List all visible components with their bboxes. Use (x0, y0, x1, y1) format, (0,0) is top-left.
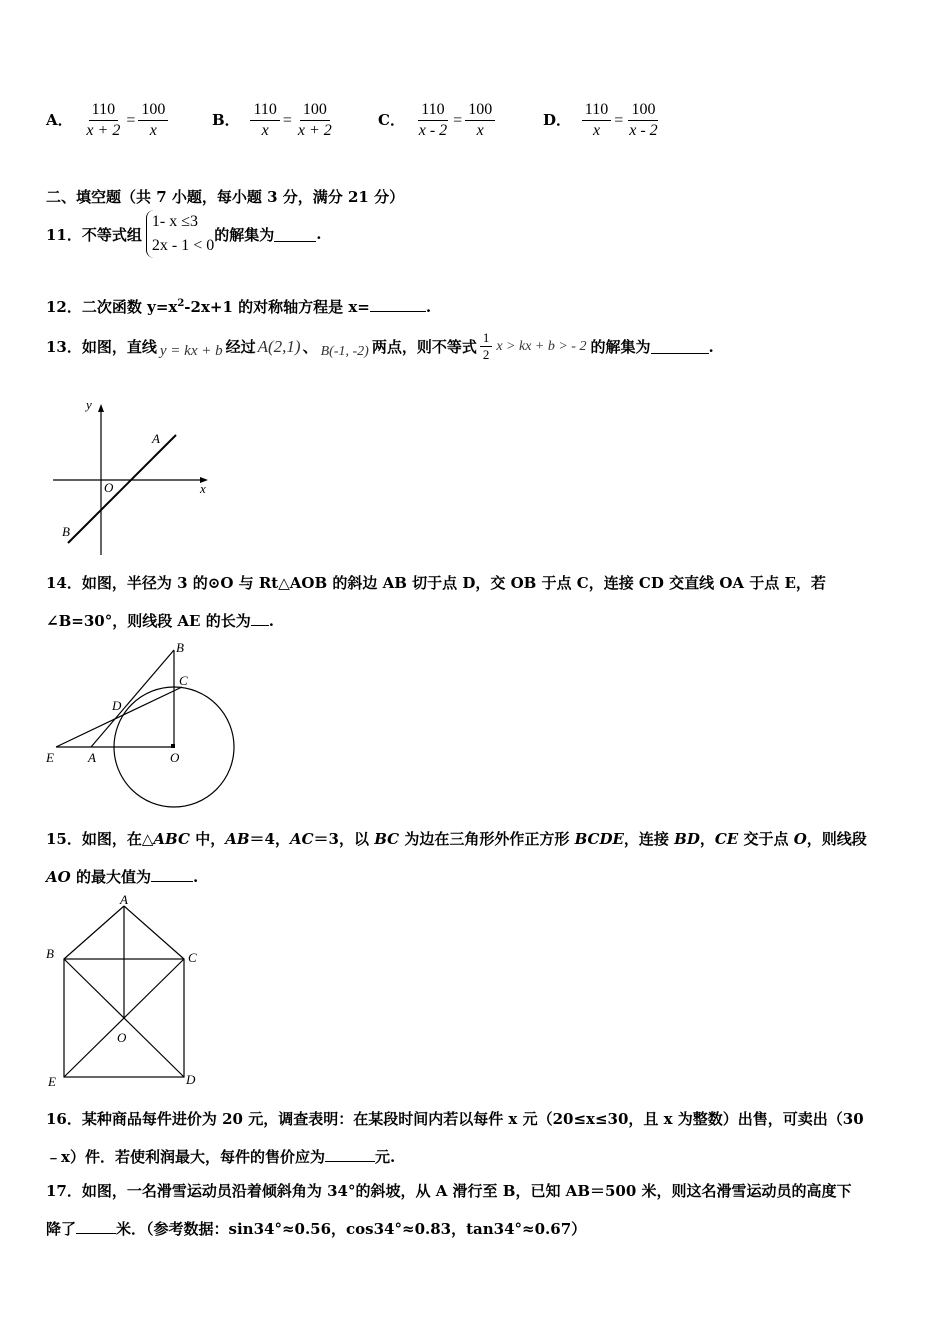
option-letter: B． (212, 110, 240, 129)
answer-blank[interactable] (325, 1147, 375, 1162)
question-13: 13． 如图，直线 y = kx + b 经过 A(2,1) 、 B(-1, -2) 两点，则不等式 $\frac{1}{2}$ x > kx + b > - 2 的解集为 . (46, 330, 714, 362)
fraction: $\frac{100}{x + 2}$ (297, 101, 332, 139)
fraction: $\frac{110}{x - 2}$ (418, 101, 448, 139)
question-14-line2: ∠B=30°，则线段 AE 的长为 . (46, 612, 274, 630)
origin-label: O (104, 480, 114, 495)
line-ab (68, 435, 176, 543)
point-b-label: B (62, 524, 70, 539)
option-c: C． $\frac{110}{x - 2}$ = $\frac{100}{x}$ (378, 100, 495, 141)
option-d: D． $\frac{110}{x}$ = $\frac{100}{x - 2}$ (543, 100, 661, 141)
question-11: 11． 不等式组 1- x ≤3 2x - 1 < 0 的解集为 . (46, 210, 322, 258)
label-o: O (117, 1030, 127, 1045)
answer-blank[interactable] (274, 227, 316, 242)
label-c: C (179, 673, 188, 688)
label-c: C (188, 950, 197, 965)
answer-blank[interactable] (151, 867, 193, 882)
coordinate-graph (48, 395, 213, 560)
option-letter: C． (378, 110, 405, 129)
question-17-line2: 降了 米．（参考数据：sin34°≈0.56，cos34°≈0.83，tan34°≈0.67） (46, 1220, 587, 1238)
label-d: D (112, 698, 122, 713)
fraction: $\frac{100}{x}$ (138, 100, 168, 141)
y-label: y (86, 397, 92, 412)
option-letter: A． (46, 110, 73, 129)
question-16-line2: ﹣x）件．若使利润最大，每件的售价应为 元. (46, 1148, 396, 1166)
answer-blank[interactable] (76, 1219, 116, 1234)
label-o: O (170, 750, 180, 765)
question-17-line1: 17．如图，一名滑雪运动员沿着倾斜角为 34°的斜坡，从 A 滑行至 B，已知 AB＝500 米，则这名滑雪运动员的高度下 (46, 1182, 852, 1200)
question-15-line1: 15．如图，在△ABC 中，AB＝4，AC＝3，以 BC 为边在三角形外作正方形 BCDE，连接 BD，CE 交于点 O，则线段 (46, 830, 867, 848)
fraction: $\frac{100}{x}$ (465, 100, 495, 141)
square-triangle-figure (42, 892, 207, 1092)
question-16-line1: 16．某种商品每件进价为 20 元，调查表明：在某段时间内若以每件 x 元（20≤x≤30，且 x 为整数）出售，可卖出（30 (46, 1110, 864, 1128)
label-e: E (46, 750, 54, 765)
fraction: $\frac{100}{x - 2}$ (629, 101, 658, 139)
circle-tangent-figure (44, 640, 239, 808)
label-e: E (48, 1074, 56, 1089)
answer-blank[interactable] (251, 611, 269, 626)
question-12: 12．二次函数 $y=x^2-2x+1$ 的对称轴方程是 x= . (46, 298, 432, 316)
answer-blank[interactable] (651, 339, 709, 354)
label-a: A (120, 892, 128, 907)
option-b: B． $\frac{110}{x}$ = $\frac{100}{x + 2}$ (212, 100, 335, 141)
section-title: 二、填空题（共 7 小题，每小题 3 分，满分 21 分） (46, 188, 405, 206)
option-letter: D． (543, 110, 572, 129)
point-a-label: A (152, 431, 160, 446)
inequality-system: 1- x ≤3 2x - 1 < 0 (146, 210, 214, 258)
x-label: x (200, 481, 206, 496)
label-a: A (88, 750, 96, 765)
fraction: $\frac{110}{x}$ (250, 100, 279, 141)
fraction: $\frac{110}{x + 2}$ (86, 101, 121, 139)
option-a: A． $\frac{110}{x + 2}$ = $\frac{100}{x}$ (46, 100, 168, 141)
fraction: $\frac{110}{x}$ (582, 100, 611, 141)
label-b: B (46, 946, 54, 961)
question-14-line1: 14．如图，半径为 3 的⊙O 与 Rt△AOB 的斜边 AB 切于点 D，交 OB 于点 C，连接 CD 交直线 OA 于点 E，若 (46, 574, 826, 592)
label-d: D (186, 1072, 196, 1087)
answer-blank[interactable] (370, 297, 426, 312)
segment-ab (91, 650, 174, 747)
label-b: B (176, 640, 184, 655)
question-15-line2: AO 的最大值为 . (46, 868, 199, 886)
segment-ec (56, 687, 182, 747)
